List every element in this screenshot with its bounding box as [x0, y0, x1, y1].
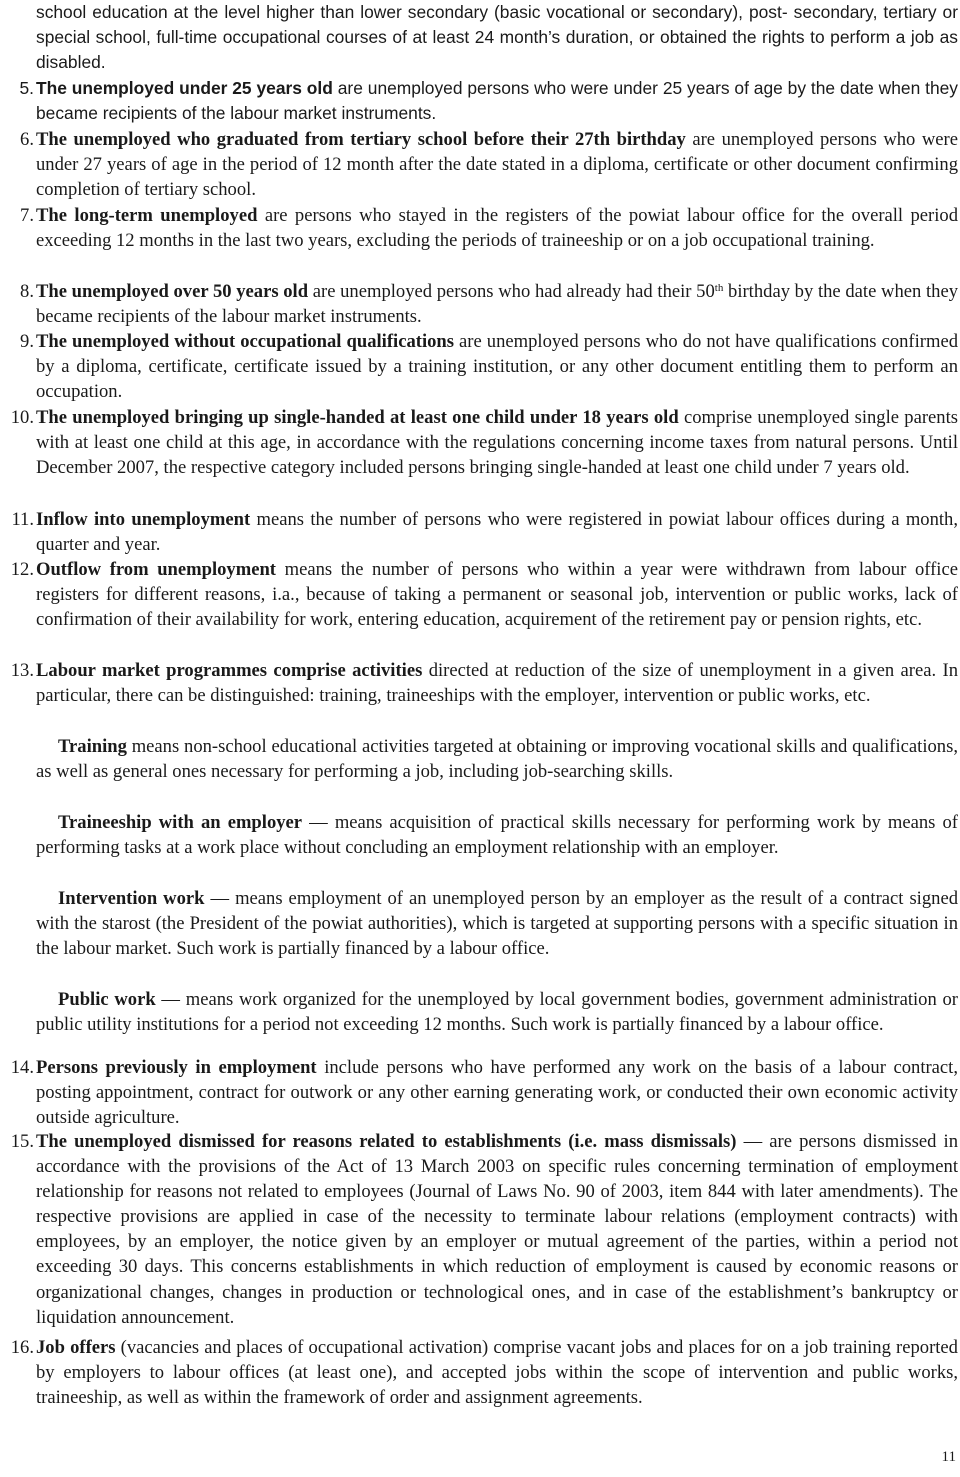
item-text: are unemployed persons who do not have qualifications confirmed by a diploma, certificate, certificate issued by a training institution, or any other document entitling them to perform an occupation. — [36, 331, 958, 403]
item-number: 13. — [10, 660, 34, 681]
subpara-term: Training — [58, 736, 127, 757]
item-term: Job offers — [36, 1337, 116, 1358]
item-term: The unemployed bringing up single-handed at least one child under 18 years old — [36, 407, 679, 428]
item-text: are persons who stayed in the registers of the powiat labour office for the overall period exceeding 12 months in the last two years, excluding the periods of traineeship or on a job occupational training. — [36, 205, 959, 252]
item-term: Labour market programmes comprise activities — [36, 660, 423, 681]
subparagraph-intervention-work — [36, 886, 958, 961]
item-number: 6. — [20, 129, 34, 150]
subpara-text: — means work organized for the unemployed by local government bodies, government administration or public utility institutions for a period not exceeding 12 months. Such work is partially financed by a labour office. — [36, 989, 958, 1036]
intro-line-1: school education at the level higher than lower secondary (basic vocational or secondary), post- — [36, 2, 788, 22]
intro-line-2: secondary, tertiary or special school, full-time occupational courses of at least 24 month’s duration, — [36, 2, 958, 48]
item-term: The unemployed under 25 years old — [36, 78, 333, 98]
item-text: are unemployed persons who had already had their 50 — [308, 281, 715, 302]
item-text: means the number of persons who within a year were withdrawn from labour office registers for different reasons, i.a., because of taking a permanent or seasonal job, intervention or public works, lack of confirmation of their availability for work, entering education, acquirement of the retirement pay or pension rights, etc. — [36, 559, 958, 631]
item-text: comprise unemployed single parents with at least one child at this age, in accordance with the regulations concerning income taxes from natural persons. Until December 2007, the respective category included persons bringing single-handed at least one child under 7 years old. — [36, 407, 958, 479]
subpara-term: Traineeship with an employer — [58, 812, 303, 833]
item-number: 9. — [20, 331, 34, 352]
subparagraph-traineeship — [36, 810, 958, 860]
item-term: The unemployed dismissed for reasons related to establishments (i.e. mass dismissals) — [36, 1131, 737, 1152]
item-number: 8. — [20, 281, 34, 302]
item-term: The long-term unemployed — [36, 205, 258, 226]
item-number: 5. — [19, 78, 34, 98]
item-text-cont: birthday by the date when they became recipients of the labour market instruments. — [36, 281, 959, 328]
item-text: include persons who have performed any work on the basis of a labour contract, posting appointment, contract for outwork or any other earning generating work, or conducted their own economic activity outside agriculture. — [36, 1057, 958, 1129]
subparagraph-public-work — [36, 987, 958, 1037]
item-number: 16. — [10, 1337, 34, 1358]
item-term: The unemployed who graduated from tertiary school before their 27th birthday — [36, 129, 686, 150]
subparagraph-training — [36, 734, 958, 784]
item-text: are unemployed persons who were under 27 years of age in the period of 12 month after the date stated in a diploma, certificate or other document confirming completion of tertiary school. — [36, 129, 959, 201]
item-term: Inflow into unemployment — [36, 509, 251, 530]
item-number: 14. — [10, 1057, 34, 1078]
item-text: are unemployed persons who were under 25 years of age by the date when they became recipients of the labour market instruments. — [36, 78, 959, 124]
item-number: 10. — [10, 407, 34, 428]
item-term: Persons previously in employment — [36, 1057, 317, 1078]
page-number: 11 — [941, 1449, 956, 1465]
item-number: 12. — [10, 559, 34, 580]
superscript: th — [714, 282, 724, 294]
item-term: Outflow from unemployment — [36, 559, 276, 580]
subpara-text: — means acquisition of practical skills necessary for performing work by means of performing tasks at a work place without concluding an employment relationship with an employer. — [36, 812, 958, 859]
subpara-term: Public work — [58, 989, 156, 1010]
item-text: (vacancies and places of occupational activation) comprise vacant jobs and places for on a job training reported by employers to labour offices (at least one), and accepted jobs within the scope of intervention and public works, traineeship, as well as within the framework of order and assignment agreements. — [36, 1337, 958, 1409]
item-term: The unemployed over 50 years old — [36, 281, 309, 302]
intro-paragraph — [36, 0, 958, 75]
subpara-text: means non-school educational activities targeted at obtaining or improving vocational skills and qualifications, as well as general ones necessary for performing a job, including job-searching skills. — [36, 736, 958, 783]
item-text: — are persons dismissed in accordance with the provisions of the Act of 13 March 2003 on specific rules concerning termination of employment relationship for reasons not related to employees (Journal of Laws No. 90 of 2003, item 844 with later amendments). The respective provisions are applied in case of the necessity to terminate labour relations (employment contracts) with employees, by an employer, the notice given by an employer or mutual agreement of the parties, within a period not exceeding 30 days. This concerns establishments in which reduction of employment is caused by economic reasons or organizational changes, changes in production or technological ones, and in case of the establishment’s bankruptcy or liquidation announcement. — [36, 1131, 958, 1328]
item-number: 7. — [20, 205, 34, 226]
item-text: directed at reduction of the size of unemployment in a given area. In particular, there can be distinguished: training, traineeships with the employer, intervention or public works, etc. — [36, 660, 958, 707]
subpara-term: Intervention work — [58, 888, 205, 909]
item-text: means the number of persons who were registered in powiat labour offices during a month, quarter and year. — [36, 509, 958, 556]
subpara-text: — means employment of an unemployed person by an employer as the result of a contract signed with the starost (the President of the powiat authorities), which is targeted at supporting persons with a specific situation in the labour market. Such work is partially financed by a labour office. — [36, 888, 958, 960]
item-term: The unemployed without occupational qualifications — [36, 331, 454, 352]
item-number: 15. — [10, 1131, 34, 1152]
item-number: 11. — [11, 509, 34, 530]
intro-line-3: or obtained the rights to perform a job as disabled. — [36, 27, 958, 73]
